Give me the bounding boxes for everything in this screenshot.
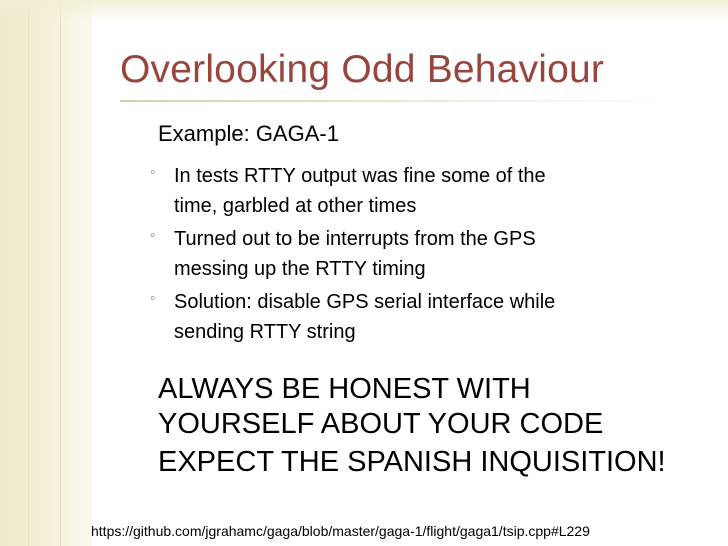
rail-line [60,0,61,546]
bullet-line: ALWAYS BE HONEST WITH [158,373,531,405]
footer-url-link[interactable]: https://github.com/jgrahamc/gaga/blob/master/gaga-1/flight/gaga1/tsip.cpp#L229 [91,523,590,539]
bullet-text [158,445,666,480]
slide-title: Overlooking Odd Behaviour [120,48,605,91]
sub-bullet-line: Solution: disable GPS serial interface while [174,291,556,313]
sub-bullet-line: Turned out to be interrupts from the GPS [174,228,536,250]
sub-bullet-icon: ◦ [150,290,156,307]
sub-bullet-icon: ◦ [150,164,156,181]
sub-bullet-text [174,224,536,284]
decorative-top-band [0,0,728,22]
sub-bullet-text [174,161,546,221]
sub-bullet-line: messing up the RTTY timing [174,258,426,280]
sub-bullet-icon: ◦ [150,227,156,244]
bullet-line: YOURSELF ABOUT YOUR CODE [158,408,604,440]
title-underline [120,100,680,102]
bullet-text: Example: GAGA-1 [158,121,339,146]
bullet-line: EXPECT THE SPANISH INQUISITION! [158,446,666,478]
sub-bullet-line: time, garbled at other times [174,195,417,217]
rail-line [28,0,29,546]
sub-bullet-line: In tests RTTY output was fine some of the [174,165,546,187]
sub-bullet-text [174,287,555,347]
decorative-left-rail [0,0,92,546]
sub-bullet-line: sending RTTY string [174,321,356,343]
bullet-text [158,372,603,442]
